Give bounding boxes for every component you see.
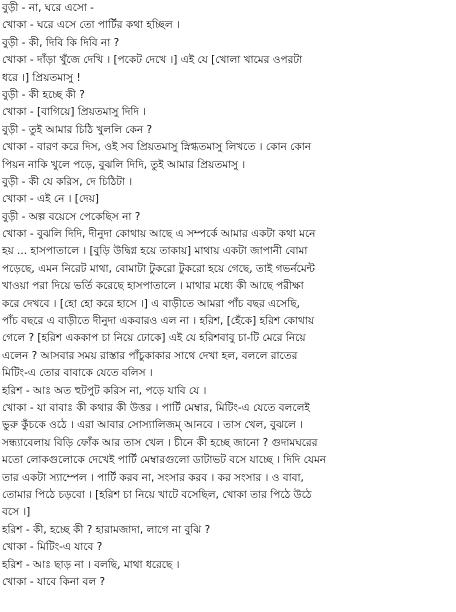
text-line: করে দেখবে । [হো হো করে হাসে ।] এ বাড়ীতে আমরা পাঁচ বছর এসেছি, <box>2 297 300 310</box>
text-line: খোকা - দাঁড়া খুঁজে দেখি । [পকেট দেখে ।] এই যে [খোলা খামের ওপরটা <box>2 54 303 67</box>
text-line: সন্ধ্যাবেলায় বিড়ি ফোঁক আর তাস খেল । চীনে কী হচ্ছে জানো ? গুদামঘরের <box>2 436 318 449</box>
text-line: খোকা - বারণ করে দিস, ওই সব প্রিয়তমাসু স্নিগ্ধতমাসু লিখতে । কোন কোন <box>2 141 312 154</box>
text-line: বুড়ী - কী হচ্ছে কী ? <box>2 88 85 101</box>
text-line: বুড়ী - না, ঘরে এসো - <box>2 2 94 14</box>
text-line: ভুরু কুঁচকে ওঠে । এরা আবার সোস্যালিজম্ আনবে । তাস খেল, বুঝলে । <box>2 419 303 432</box>
text-line: খোকা - এই নে । [দেয়] <box>2 193 99 206</box>
text-line: তার একটা স্যাম্পেল । পার্টি করব না, সংসার করব । কর সংসার । ও বাবা, <box>2 471 304 484</box>
text-line: হয় ... হাসপাতালে । [বুড়ি উদ্বিগ্ন হয়ে তাকায়] মাথায় একটা জাপানী বোমা <box>2 245 308 258</box>
text-line: ধরে ।] প্রিয়তমাসু ! <box>2 71 81 84</box>
text-line: খোকা - যাবে কিনা বল ? <box>2 575 106 588</box>
text-line: বসে ।] <box>2 506 31 519</box>
text-line: মিটিং-এ তোর বাবাকে যেতে বলিস । <box>2 367 153 380</box>
text-line: হরিশ - আঃ ছাড় না । বলছি, মাথা ধরেছে । <box>2 558 180 571</box>
text-line: পড়েছে, এমন নিরেট মাথা, বোমাটা টুকরো টুকরো হয়ে গেছে, তাই গভর্নমেন্ট <box>2 262 315 275</box>
text-line: পিয়ন নাকি খুলে পড়ে, বুঝলি দিদি, তুই আমার প্রিয়তমাসু । <box>2 158 246 171</box>
text-line: হরিশ - কী, হচ্ছে কী ? হারামজাদা, লাগে না বুঝি ? <box>2 523 211 536</box>
text-line: খোকা - যা বাবাঃ কী কথার কী উত্তর । পার্টি মেম্বার, মিটিং-এ যেতে বললেই <box>2 401 310 414</box>
text-line: বুড়ী - তুই আমার চিঠি খুললি কেন ? <box>2 123 153 136</box>
text-line: বুড়ী - কী, দিবি কি দিবি না ? <box>2 36 120 49</box>
text-line: গেলে ? [হরিশ এককাপ চা নিয়ে ঢোকে] এই যে হরিশবাবু চা-টি মেরে নিয়ে <box>2 332 306 345</box>
text-line: খোকা - মিটিং-এ যাবে ? <box>2 541 103 554</box>
text-line: তোমার পিঠে চড়বো । [হরিশ চা নিয়ে খাটে বসেছিল, খোকা তার পিঠে উঠে <box>2 488 312 501</box>
text-line: খোকা - বুঝলি দিদি, দীনুদা কোথায় আছে এ সম্পর্কে আমার একটা কথা মনে <box>2 228 316 241</box>
text-line: এলেন ? আসবার সময় রাস্তার পাঁচুকাকার সাথে দেখা হল, বললে রাতের <box>2 349 298 362</box>
text-line: খোকা - [বাগিয়ে] প্রিয়তমাসু দিদি । <box>2 106 146 119</box>
text-line: মতো লোকগুলোকে দেখেই পার্টি মেম্বারগুলো ডাটাভট বসে যাচ্ছে । দিদি যেমন <box>2 454 327 467</box>
text-line: খাওয়া পরা দিয়ে ভর্তি করেছে হাসপাতালে । মাথার মধ্যে কী আছে পরীক্ষা <box>2 280 304 293</box>
text-line: হরিশ - আঃ অত হুটপুট করিস না, পড়ে যাবি যে । <box>2 384 207 397</box>
text-line: বুড়ী - কী যে করিস, দে চিঠিটা । <box>2 175 133 188</box>
text-line: খোকা - ঘরে এসে তো পার্টির কথা হচ্ছিল । <box>2 19 180 32</box>
text-line: পাঁচ বছরে এ বাড়ীতে দীনুদা একবারও এল না । হরিশ, [হেঁকে] হরিশ কোথায় <box>2 315 315 328</box>
text-line: বুড়ী - অল্প বয়েসে পেকেছিস না ? <box>2 210 141 223</box>
